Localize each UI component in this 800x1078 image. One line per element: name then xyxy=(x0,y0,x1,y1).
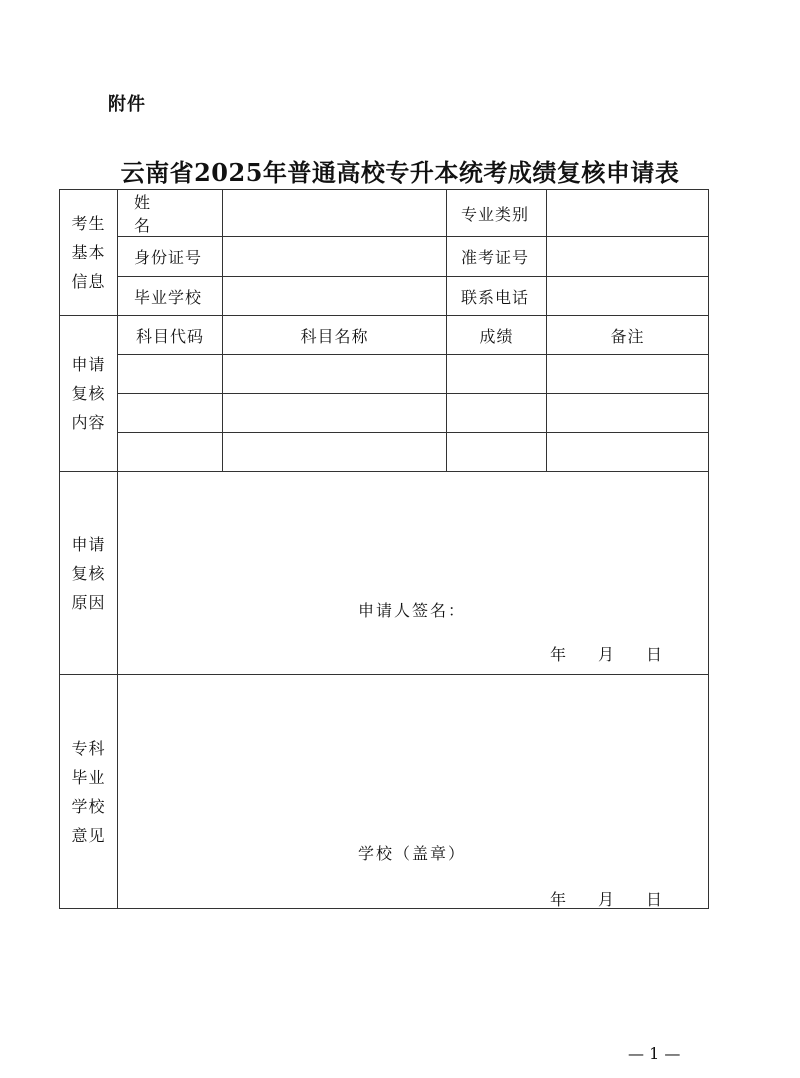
table-row xyxy=(60,394,709,433)
major-category-label: 专业类别 xyxy=(447,190,547,237)
score-cell[interactable] xyxy=(447,394,547,433)
section-basic-info: 考生 基本 信息 xyxy=(60,190,118,316)
row-name xyxy=(60,190,709,237)
exam-number-field[interactable] xyxy=(547,237,709,277)
row-review-reason xyxy=(60,472,709,675)
score-cell[interactable] xyxy=(447,433,547,472)
header-subject-name: 科目名称 xyxy=(223,316,447,355)
phone-field[interactable] xyxy=(547,277,709,316)
form-title: 云南省2025年普通高校专升本统考成绩复核申请表 xyxy=(120,158,680,187)
subject-name-cell[interactable] xyxy=(223,433,447,472)
major-category-field[interactable] xyxy=(547,190,709,237)
graduate-school-field[interactable] xyxy=(223,277,447,316)
subject-name-cell[interactable] xyxy=(223,355,447,394)
exam-number-label: 准考证号 xyxy=(447,237,547,277)
section-review-content: 申请 复核 内容 xyxy=(60,316,118,472)
attachment-label: 附件 xyxy=(108,94,146,115)
remarks-cell[interactable] xyxy=(547,433,709,472)
section-review-reason: 申请 复核 原因 xyxy=(60,472,118,675)
table-row xyxy=(60,433,709,472)
school-seal-label: 学校（盖章） xyxy=(358,844,467,863)
table-row xyxy=(60,355,709,394)
remarks-cell[interactable] xyxy=(547,394,709,433)
row-id xyxy=(60,237,709,277)
header-subject-code: 科目代码 xyxy=(118,316,223,355)
name-label: 姓名 xyxy=(118,190,223,237)
subject-code-cell[interactable] xyxy=(118,394,223,433)
subject-name-cell[interactable] xyxy=(223,394,447,433)
id-number-field[interactable] xyxy=(223,237,447,277)
name-field[interactable] xyxy=(223,190,447,237)
date-line: 年 月 日 xyxy=(550,645,664,664)
page-number: — 1 — xyxy=(628,1044,681,1063)
phone-label: 联系电话 xyxy=(447,277,547,316)
applicant-signature-label: 申请人签名： xyxy=(358,601,467,620)
review-reason-field[interactable] xyxy=(118,472,709,675)
application-form-table xyxy=(59,189,709,909)
row-school-opinion xyxy=(60,675,709,909)
row-school xyxy=(60,277,709,316)
row-review-headers xyxy=(60,316,709,355)
header-remarks: 备注 xyxy=(547,316,709,355)
graduate-school-label: 毕业学校 xyxy=(118,277,223,316)
header-score: 成绩 xyxy=(447,316,547,355)
date-line: 年 月 日 xyxy=(550,890,664,909)
score-cell[interactable] xyxy=(447,355,547,394)
section-school-opinion: 专科 毕业 学校 意见 xyxy=(60,675,118,909)
school-opinion-field[interactable] xyxy=(118,675,709,909)
remarks-cell[interactable] xyxy=(547,355,709,394)
subject-code-cell[interactable] xyxy=(118,355,223,394)
subject-code-cell[interactable] xyxy=(118,433,223,472)
id-number-label: 身份证号 xyxy=(118,237,223,277)
